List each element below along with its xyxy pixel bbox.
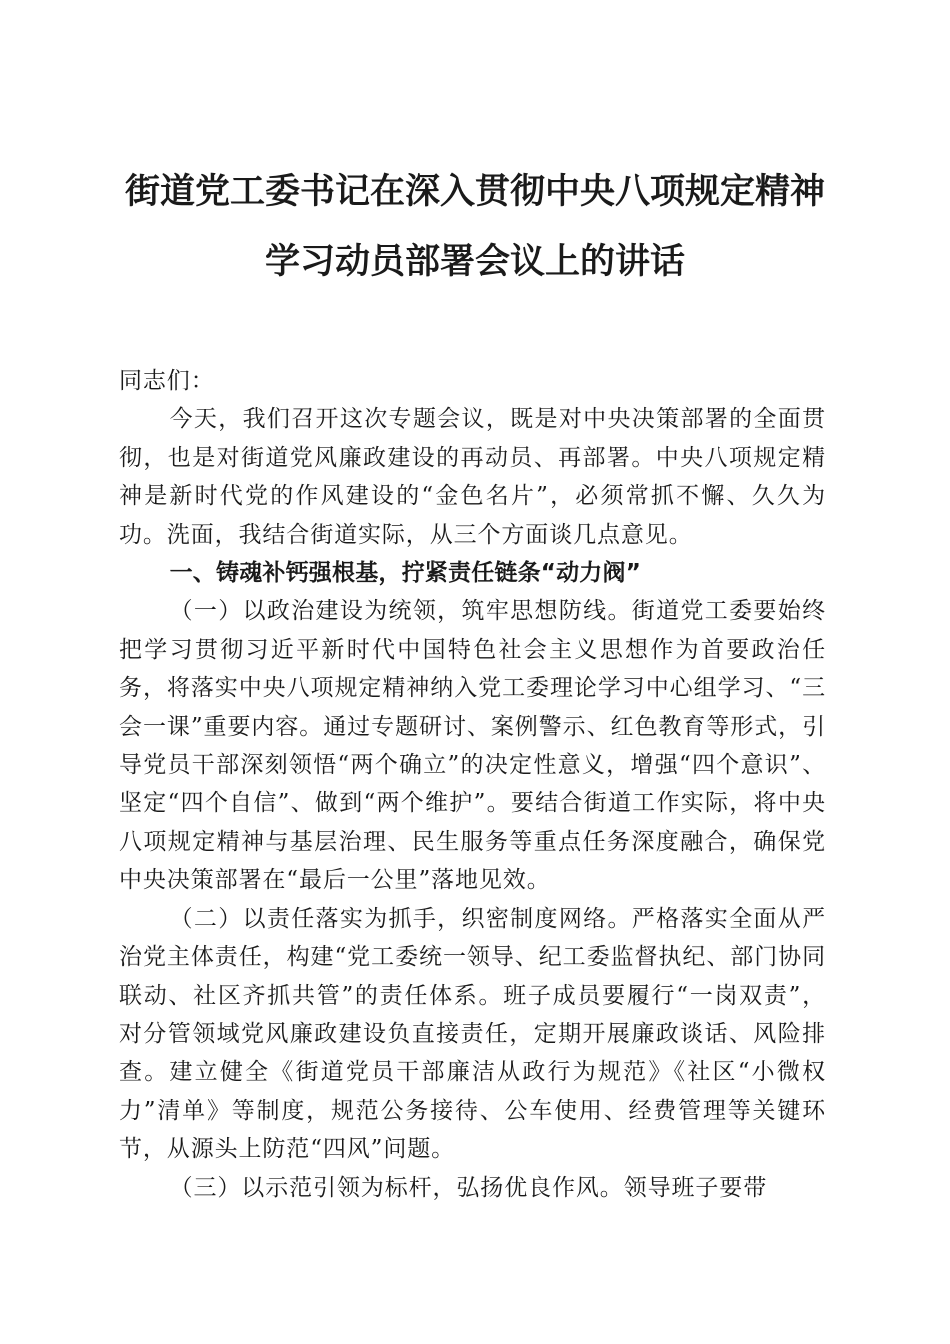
document-body: [119, 362, 826, 1207]
paragraph-1-2: （二）以责任落实为抓手，织密制度网络。严格落实全面从严治党主体责任，构建“党工委统一领导、纪工委监督执纪、部门协同联动、社区齐抓共管”的责任体系。班子成员要履行“一岗双责”，对分管领域党风廉政建设负直接责任，定期开展廉政谈话、风险排查。建立健全《街道党员干部廉洁从政行为规范》《社区“小微权力”清单》等制度，规范公务接待、公车使用、经费管理等关键环节，从源头上防范“四风”问题。: [119, 905, 826, 1163]
section-heading-1: 一、铸魂补钙强根基，拧紧责任链条“动力阀”: [169, 560, 642, 587]
document-title-line-1: 街道党工委书记在深入贯彻中央八项规定精神: [124, 171, 825, 212]
paragraph-1-3: （三）以示范引领为标杆，弘扬优良作风。领导班子要带: [169, 1174, 768, 1201]
salutation: 同志们：: [119, 368, 215, 394]
document-title-line-2: 学习动员部署会议上的讲话: [264, 241, 685, 282]
paragraph-1-1: （一）以政治建设为统领，筑牢思想防线。街道党工委要始终把学习贯彻习近平新时代中国特色社会主义思想作为首要政治任务，将落实中央八项规定精神纳入党工委理论学习中心组学习、“三会一课”重要内容。通过专题研讨、案例警示、红色教育等形式，引导党员干部深刻领悟“两个确立”的决定性意义，增强“四个意识”、坚定“四个自信”、做到“两个维护”。要结合街道工作实际，将中央八项规定精神与基层治理、民生服务等重点任务深度融合，确保党中央决策部署在“最后一公里”落地见效。: [119, 598, 826, 894]
paragraph-intro: 今天，我们召开这次专题会议，既是对中央决策部署的全面贯彻，也是对街道党风廉政建设的再动员、再部署。中央八项规定精神是新时代党的作风建设的“金色名片”，必须常抓不懈、久久为功。洗面，我结合街道实际，从三个方面谈几点意见。: [119, 406, 826, 548]
